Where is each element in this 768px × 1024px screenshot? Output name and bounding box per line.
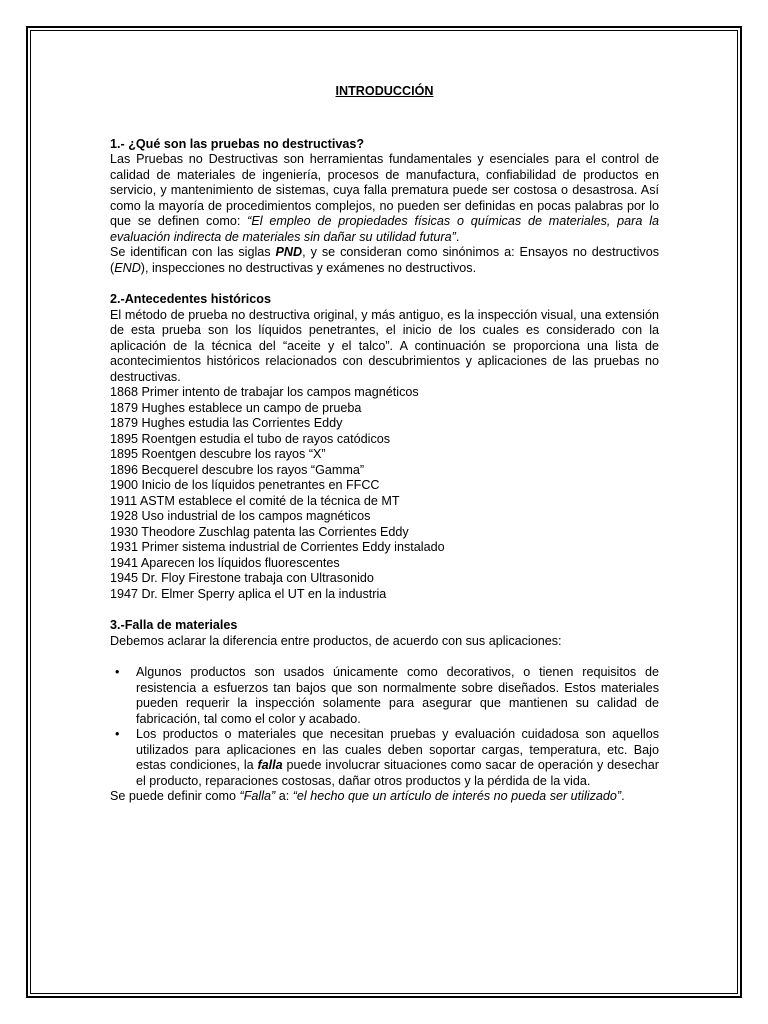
product-types-list bbox=[110, 665, 659, 789]
section-1-paragraph-1 bbox=[110, 152, 659, 245]
bullet-icon: • bbox=[115, 665, 120, 679]
timeline-item: 1930 Theodore Zuschlag patenta las Corrientes Eddy bbox=[110, 524, 409, 539]
history-timeline bbox=[110, 385, 659, 602]
abbr-end: END bbox=[114, 260, 141, 275]
definition-quote: “el hecho que un artículo de interés no pueda ser utilizado” bbox=[292, 789, 622, 803]
failure-definition bbox=[110, 789, 659, 805]
timeline-item: 1947 Dr. Elmer Sperry aplica el UT en la industria bbox=[110, 586, 387, 601]
bullet-2-text-b: puede involucrar situaciones como sacar de operación y desechar el producto, reparaciones costosas, dañar otros productos y la pérdida de la vida. bbox=[136, 758, 659, 788]
bullet-1-text: Algunos productos son usados únicamente como decorativos, o tienen requisitos de resistencia a esfuerzos tan bajos que son normalmente sobre diseñados. Estos materiales pueden requerir la inspección solamente para asegurar que mantienen su calidad de fabricación, tal como el color y acabado. bbox=[136, 665, 659, 726]
timeline-item: 1945 Dr. Floy Firestone trabaja con Ultrasonido bbox=[110, 571, 374, 585]
timeline-item: 1879 Hughes establece un campo de prueba bbox=[110, 400, 362, 415]
timeline-item: 1895 Roentgen descubre los rayos “X” bbox=[110, 447, 326, 461]
section-3-intro: Debemos aclarar la diferencia entre productos, de acuerdo con sus aplicaciones: bbox=[110, 633, 562, 648]
document-body bbox=[110, 84, 659, 805]
section-1-paragraph-2 bbox=[110, 245, 659, 276]
section-2-intro: El método de prueba no destructiva original, y más antiguo, es la inspección visual, una extensión de esta prueba son los líquidos penetrantes, el inicio de los cuales es considerado con la aplicación de la técnica del “aceite y el talco”. A continuación se proporciona una lista de acontecimientos históricos relacionados con descubrimientos y aplicaciones de las pruebas no destructivas. bbox=[110, 307, 659, 384]
section-2-heading: 2.-Antecedentes históricos bbox=[110, 292, 271, 306]
section-1-p2-a: Se identifican con las siglas bbox=[110, 245, 276, 259]
section-1-p1-text: Las Pruebas no Destructivas son herramientas fundamentales y esenciales para el control de calidad de materiales de ingeniería, procesos de manufactura, confiabilidad de productos en servicio, y mantenimiento de sistemas, cuya falla prematura puede ser costosa o desastrosa. Así como la mayoría de procedimientos complejos, no pueden ser definidas en pocas palabras por lo que se definen como: bbox=[110, 152, 659, 228]
timeline-item: 1900 Inicio de los líquidos penetrantes en FFCC bbox=[110, 478, 380, 492]
definition-end: . bbox=[621, 789, 625, 803]
section-1-p2-c: ), inspecciones no destructivas y exámenes no destructivos. bbox=[140, 260, 477, 275]
timeline-item: 1868 Primer intento de trabajar los campos magnéticos bbox=[110, 385, 419, 399]
list-item bbox=[115, 665, 659, 727]
timeline-item: 1931 Primer sistema industrial de Corrientes Eddy instalado bbox=[110, 540, 445, 554]
section-1-p1-end: . bbox=[455, 229, 460, 244]
timeline-item: 1911 ASTM establece el comité de la técnica de MT bbox=[110, 493, 400, 508]
timeline-item: 1895 Roentgen estudia el tubo de rayos catódicos bbox=[110, 431, 391, 446]
list-item bbox=[115, 727, 659, 789]
section-1-p1-quote: “El empleo de propiedades físicas o químicas de materiales, para la evaluación indirecta de materiales sin dañar su utilidad futura” bbox=[110, 214, 659, 244]
definition-a: Se puede definir como bbox=[110, 789, 240, 803]
abbr-pnd: PND bbox=[275, 245, 303, 259]
section-1-p2-b: , y se consideran como sinónimos a: Ensayos no destructivos ( bbox=[110, 245, 659, 275]
definition-b: a: bbox=[275, 789, 293, 803]
term-falla: falla bbox=[257, 758, 283, 772]
document-title: INTRODUCCIÓN bbox=[335, 84, 434, 98]
section-3-heading: 3.-Falla de materiales bbox=[110, 618, 238, 632]
bullet-icon: • bbox=[115, 727, 120, 741]
timeline-item: 1928 Uso industrial de los campos magnéticos bbox=[110, 509, 371, 523]
timeline-item: 1941 Aparecen los líquidos fluorescentes bbox=[110, 555, 340, 570]
definition-term: “Falla” bbox=[239, 789, 276, 803]
timeline-item: 1879 Hughes estudia las Corrientes Eddy bbox=[110, 416, 343, 430]
bullet-2-text-a: Los productos o materiales que necesitan pruebas y evaluación cuidadosa son aquellos utilizados para aplicaciones en las cuales deben soportar cargas, temperatura, etc. Bajo estas condiciones, la bbox=[136, 727, 659, 772]
timeline-item: 1896 Becquerel descubre los rayos “Gamma” bbox=[110, 462, 365, 477]
section-1-heading: 1.- ¿Qué son las pruebas no destructivas? bbox=[110, 136, 365, 151]
